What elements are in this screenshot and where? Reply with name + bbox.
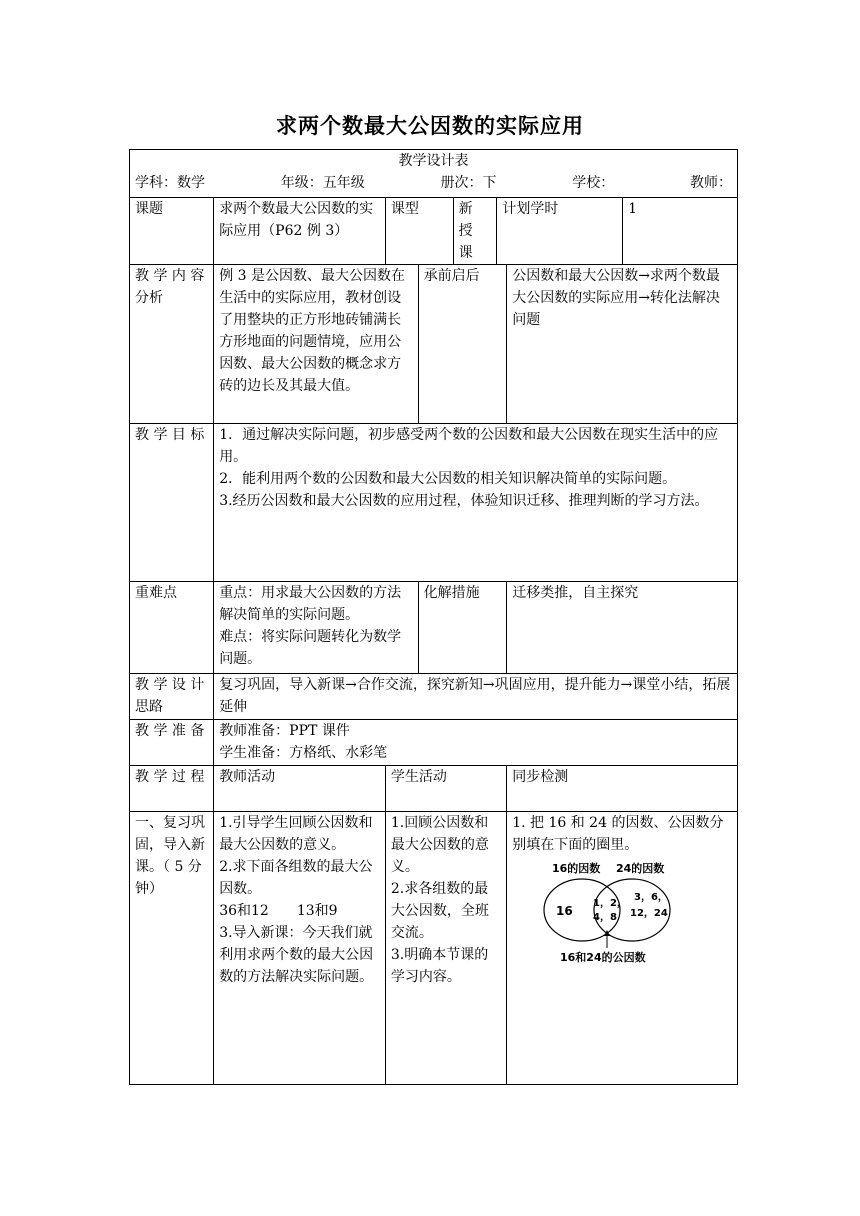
preparation-label: 教 学 准 备 [130, 720, 214, 766]
venn-left-only: 16 [556, 904, 573, 918]
planned-hours-label: 计划学时 [497, 198, 623, 265]
venn-right-line1: 3，6， [634, 892, 669, 903]
student-activity-item: 1.回顾公因数和最大公因数的意义。 [390, 815, 489, 875]
content-analysis-label: 教 学 内 容分析 [130, 265, 214, 424]
student-preparation: 学生准备：方格纸、水彩笔 [219, 745, 388, 761]
sync-check-header: 同步检测 [507, 766, 738, 812]
topic-label: 课题 [130, 198, 214, 265]
teacher-activity-header: 教师活动 [214, 766, 386, 812]
step1-sync-check [507, 812, 738, 1085]
step1-teacher-activity [214, 812, 386, 1085]
step1-label: 一、复习巩固，导入新课。（ 5 分钟） [130, 812, 214, 1085]
process-label: 教 学 过 程 [130, 766, 214, 812]
goals-label: 教 学 目 标 [130, 424, 214, 582]
design-idea-label: 教 学 设 计思路 [130, 674, 214, 720]
teacher-activity-item: 1.引导学生回顾公因数和最大公因数的意义。 [219, 815, 373, 853]
measures-value: 迁移类推，自主探究 [507, 582, 738, 674]
venn-bottom-label: 16和24的公因数 [560, 951, 646, 964]
measures-label: 化解措施 [418, 582, 507, 674]
teacher-field: 教师： [690, 175, 732, 191]
student-activity-item: 3.明确本节课的学习内容。 [390, 947, 489, 985]
teacher-activity-item: 2.求下面各组数的最大公因数。 [219, 859, 373, 897]
table-title: 教学设计表 [398, 153, 469, 169]
venn-left-title: 16的因数 [552, 862, 601, 875]
planned-hours-value: 1 [623, 198, 738, 265]
table-header-cell [130, 150, 738, 198]
difficult-point: 难点：将实际问题转化为数学问题。 [219, 629, 402, 667]
content-analysis-value: 例 3 是公因数、最大公因数在生活中的实际应用，教材创设了用整块的正方形地砖铺满长方形地面的问题情境，应用公因数、最大公因数的概念求方砖的边长及其最大值。 [214, 265, 418, 424]
student-activity-item: 2.求各组数的最大公因数，全班交流。 [390, 881, 489, 941]
lesson-plan-table [129, 149, 738, 1085]
lesson-type-label: 课型 [385, 198, 453, 265]
key-points-label: 重难点 [130, 582, 214, 674]
goal-item: 2．能利用两个数的公因数和最大公因数的相关知识解决简单的实际问题。 [219, 471, 677, 487]
venn-right-title: 24的因数 [616, 862, 665, 875]
grade-field: 年级：五年级 [280, 175, 365, 191]
subject-field: 学科：数学 [135, 175, 205, 191]
teacher-activity-item: 3.导入新课：今天我们就利用求两个数的最大公因数的方法解决实际问题。 [219, 925, 374, 985]
connection-label: 承前启后 [418, 265, 507, 424]
teacher-preparation: 教师准备：PPT 课件 [219, 723, 350, 739]
venn-diagram [540, 860, 680, 964]
sync-check-question: 1. 把 16 和 24 的因数、公因数分别填在下面的圈里。 [512, 815, 724, 853]
page-title: 求两个数最大公因数的实际应用 [276, 114, 584, 138]
key-point: 重点：用求最大公因数的方法解决简单的实际问题。 [219, 585, 402, 623]
design-idea-value: 复习巩固，导入新课→合作交流，探究新知→巩固应用，提升能力→课堂小结，拓展延伸 [214, 674, 738, 720]
teacher-activity-item: 36和12 13和9 [219, 903, 338, 919]
lesson-type-value: 新 授 课 [453, 198, 497, 265]
goal-item: 3.经历公因数和最大公因数的应用过程，体验知识迁移、推理判断的学习方法。 [219, 493, 709, 509]
venn-arrow-head [604, 930, 610, 936]
topic-value: 求两个数最大公因数的实际应用（P62 例 3） [214, 198, 386, 265]
goals-list [214, 424, 738, 582]
preparation-value [214, 720, 738, 766]
student-activity-header: 学生活动 [385, 766, 506, 812]
venn-common-line2: 4，8 [593, 912, 618, 923]
step1-student-activity [385, 812, 506, 1085]
venn-common-line1: 1，2， [593, 898, 628, 909]
key-points-value [214, 582, 418, 674]
volume-field: 册次：下 [440, 175, 497, 191]
connection-value: 公因数和最大公因数→求两个数最大公因数的实际应用→转化法解决问题 [507, 265, 738, 424]
school-field: 学校： [572, 175, 615, 191]
goal-item: 1．通过解决实际问题，初步感受两个数的公因数和最大公因数在现实生活中的应用。 [219, 427, 719, 465]
venn-right-line2: 12，24 [630, 908, 669, 919]
